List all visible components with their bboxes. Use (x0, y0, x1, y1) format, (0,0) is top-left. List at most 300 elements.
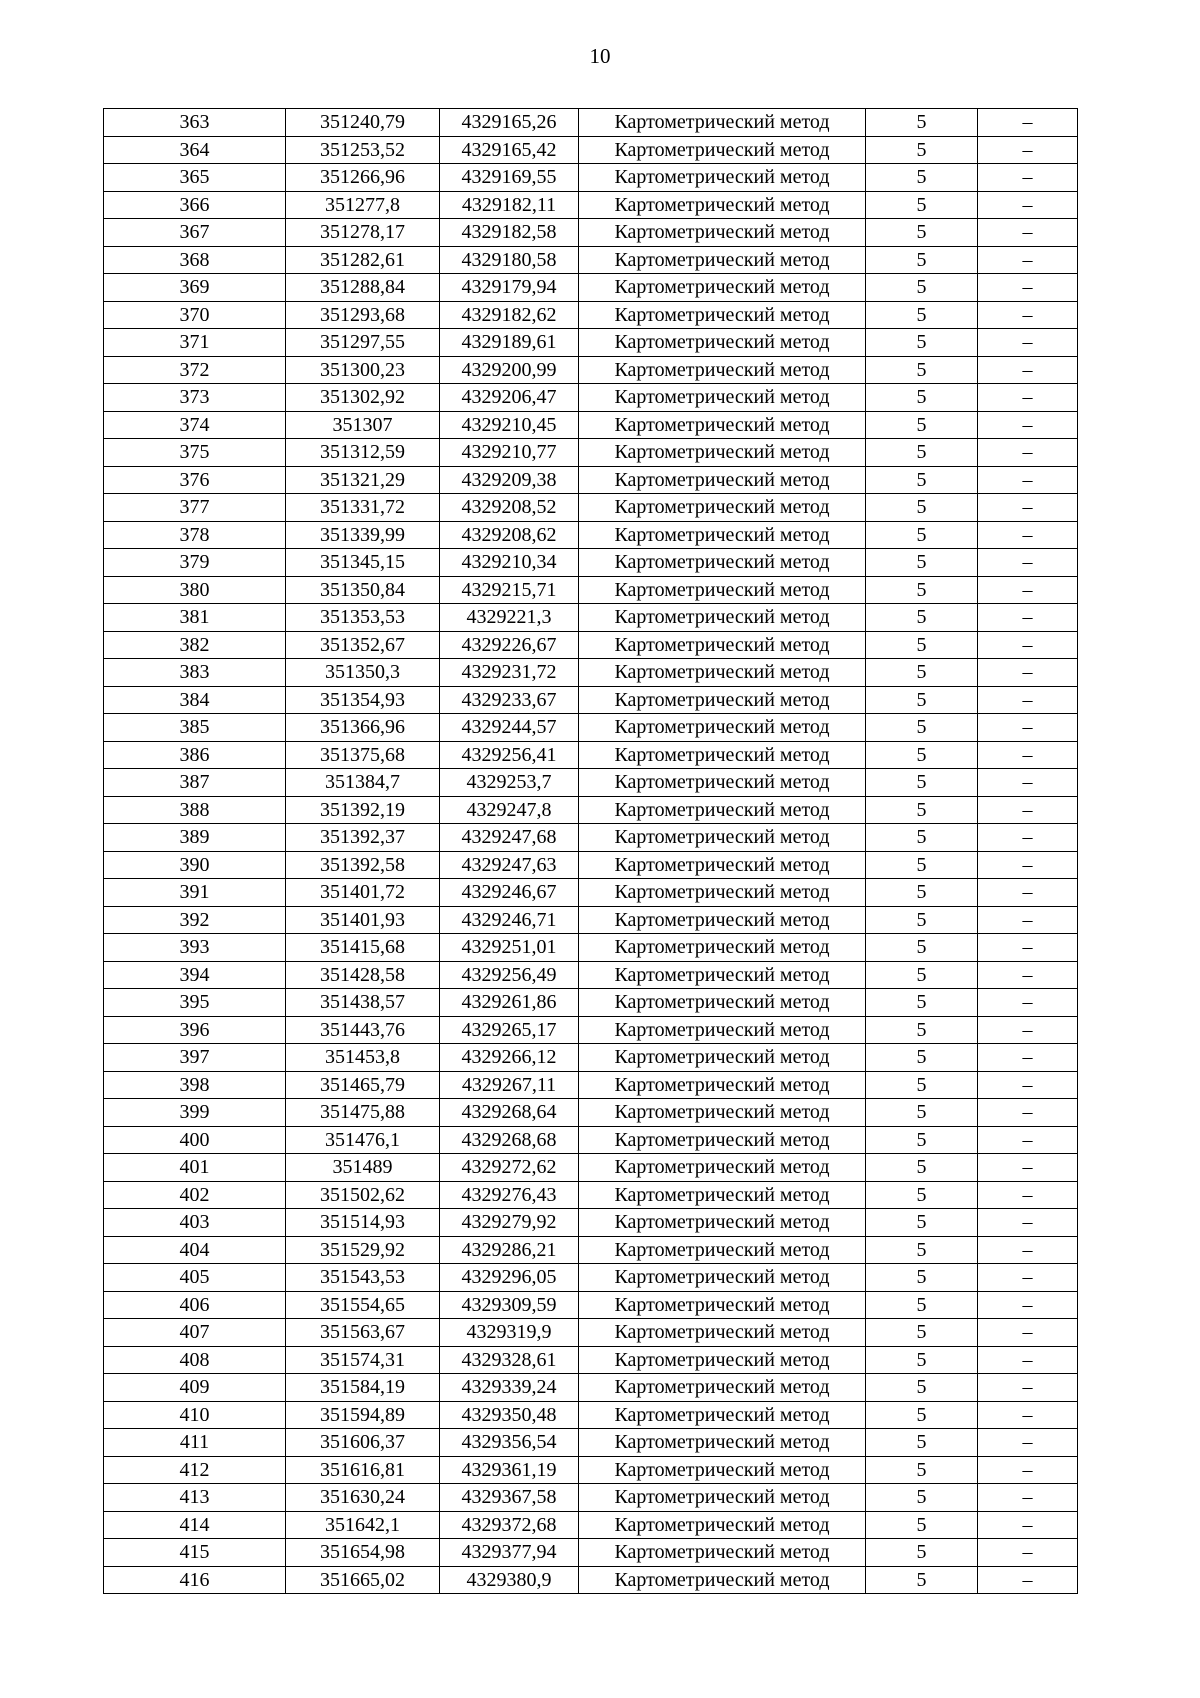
accuracy-cell: 5 (866, 851, 978, 879)
table-row (104, 659, 1078, 687)
note-cell: – (978, 1154, 1078, 1182)
x-coordinate-cell: 351475,88 (286, 1099, 440, 1127)
x-coordinate-cell: 351392,19 (286, 796, 440, 824)
x-coordinate-cell: 351331,72 (286, 494, 440, 522)
y-coordinate-cell: 4329179,94 (440, 274, 579, 302)
y-coordinate-cell: 4329251,01 (440, 934, 579, 962)
x-coordinate-cell: 351563,67 (286, 1319, 440, 1347)
point-number-cell: 399 (104, 1099, 286, 1127)
table-row (104, 741, 1078, 769)
accuracy-cell: 5 (866, 549, 978, 577)
table-row (104, 549, 1078, 577)
accuracy-cell: 5 (866, 1429, 978, 1457)
method-cell: Картометрический метод (579, 246, 866, 274)
accuracy-cell: 5 (866, 1346, 978, 1374)
x-coordinate-cell: 351293,68 (286, 301, 440, 329)
point-number-cell: 379 (104, 549, 286, 577)
x-coordinate-cell: 351415,68 (286, 934, 440, 962)
point-number-cell: 405 (104, 1264, 286, 1292)
point-number-cell: 414 (104, 1511, 286, 1539)
table-row (104, 301, 1078, 329)
method-cell: Картометрический метод (579, 274, 866, 302)
note-cell: – (978, 549, 1078, 577)
point-number-cell: 408 (104, 1346, 286, 1374)
note-cell: – (978, 824, 1078, 852)
method-cell: Картометрический метод (579, 384, 866, 412)
y-coordinate-cell: 4329226,67 (440, 631, 579, 659)
method-cell: Картометрический метод (579, 1126, 866, 1154)
note-cell: – (978, 1456, 1078, 1484)
point-number-cell: 400 (104, 1126, 286, 1154)
table-row (104, 906, 1078, 934)
accuracy-cell: 5 (866, 796, 978, 824)
method-cell: Картометрический метод (579, 1484, 866, 1512)
note-cell: – (978, 1044, 1078, 1072)
note-cell: – (978, 1016, 1078, 1044)
method-cell: Картометрический метод (579, 466, 866, 494)
method-cell: Картометрический метод (579, 1456, 866, 1484)
table-row (104, 246, 1078, 274)
note-cell: – (978, 1566, 1078, 1594)
method-cell: Картометрический метод (579, 301, 866, 329)
accuracy-cell: 5 (866, 769, 978, 797)
x-coordinate-cell: 351375,68 (286, 741, 440, 769)
table-row (104, 851, 1078, 879)
y-coordinate-cell: 4329210,34 (440, 549, 579, 577)
note-cell: – (978, 521, 1078, 549)
method-cell: Картометрический метод (579, 934, 866, 962)
point-number-cell: 375 (104, 439, 286, 467)
x-coordinate-cell: 351282,61 (286, 246, 440, 274)
method-cell: Картометрический метод (579, 356, 866, 384)
accuracy-cell: 5 (866, 521, 978, 549)
point-number-cell: 365 (104, 164, 286, 192)
y-coordinate-cell: 4329247,8 (440, 796, 579, 824)
y-coordinate-cell: 4329246,67 (440, 879, 579, 907)
method-cell: Картометрический метод (579, 1291, 866, 1319)
note-cell: – (978, 989, 1078, 1017)
method-cell: Картометрический метод (579, 1209, 866, 1237)
method-cell: Картометрический метод (579, 1016, 866, 1044)
accuracy-cell: 5 (866, 934, 978, 962)
note-cell: – (978, 576, 1078, 604)
table-row (104, 384, 1078, 412)
page-number: 10 (589, 44, 611, 68)
accuracy-cell: 5 (866, 1511, 978, 1539)
table-row (104, 1401, 1078, 1429)
x-coordinate-cell: 351339,99 (286, 521, 440, 549)
x-coordinate-cell: 351514,93 (286, 1209, 440, 1237)
y-coordinate-cell: 4329210,45 (440, 411, 579, 439)
note-cell: – (978, 329, 1078, 357)
table-row (104, 356, 1078, 384)
y-coordinate-cell: 4329367,58 (440, 1484, 579, 1512)
accuracy-cell: 5 (866, 1264, 978, 1292)
method-cell: Картометрический метод (579, 1044, 866, 1072)
x-coordinate-cell: 351345,15 (286, 549, 440, 577)
method-cell: Картометрический метод (579, 219, 866, 247)
point-number-cell: 398 (104, 1071, 286, 1099)
method-cell: Картометрический метод (579, 796, 866, 824)
method-cell: Картометрический метод (579, 604, 866, 632)
point-number-cell: 389 (104, 824, 286, 852)
x-coordinate-cell: 351392,58 (286, 851, 440, 879)
x-coordinate-cell: 351606,37 (286, 1429, 440, 1457)
y-coordinate-cell: 4329261,86 (440, 989, 579, 1017)
note-cell: – (978, 906, 1078, 934)
x-coordinate-cell: 351654,98 (286, 1539, 440, 1567)
note-cell: – (978, 1126, 1078, 1154)
x-coordinate-cell: 351443,76 (286, 1016, 440, 1044)
x-coordinate-cell: 351554,65 (286, 1291, 440, 1319)
x-coordinate-cell: 351543,53 (286, 1264, 440, 1292)
accuracy-cell: 5 (866, 494, 978, 522)
table-row (104, 879, 1078, 907)
method-cell: Картометрический метод (579, 136, 866, 164)
method-cell: Картометрический метод (579, 411, 866, 439)
y-coordinate-cell: 4329182,11 (440, 191, 579, 219)
point-number-cell: 390 (104, 851, 286, 879)
note-cell: – (978, 879, 1078, 907)
accuracy-cell: 5 (866, 576, 978, 604)
method-cell: Картометрический метод (579, 686, 866, 714)
table-row (104, 1539, 1078, 1567)
y-coordinate-cell: 4329209,38 (440, 466, 579, 494)
y-coordinate-cell: 4329361,19 (440, 1456, 579, 1484)
point-number-cell: 403 (104, 1209, 286, 1237)
accuracy-cell: 5 (866, 1181, 978, 1209)
table-row (104, 961, 1078, 989)
y-coordinate-cell: 4329266,12 (440, 1044, 579, 1072)
accuracy-cell: 5 (866, 1291, 978, 1319)
accuracy-cell: 5 (866, 1484, 978, 1512)
note-cell: – (978, 109, 1078, 137)
point-number-cell: 371 (104, 329, 286, 357)
y-coordinate-cell: 4329380,9 (440, 1566, 579, 1594)
note-cell: – (978, 1209, 1078, 1237)
y-coordinate-cell: 4329372,68 (440, 1511, 579, 1539)
y-coordinate-cell: 4329221,3 (440, 604, 579, 632)
table-row (104, 604, 1078, 632)
method-cell: Картометрический метод (579, 191, 866, 219)
table-row (104, 329, 1078, 357)
table-row (104, 411, 1078, 439)
x-coordinate-cell: 351288,84 (286, 274, 440, 302)
point-number-cell: 406 (104, 1291, 286, 1319)
accuracy-cell: 5 (866, 466, 978, 494)
note-cell: – (978, 961, 1078, 989)
point-number-cell: 393 (104, 934, 286, 962)
table-row (104, 1236, 1078, 1264)
note-cell: – (978, 164, 1078, 192)
accuracy-cell: 5 (866, 1099, 978, 1127)
y-coordinate-cell: 4329189,61 (440, 329, 579, 357)
x-coordinate-cell: 351438,57 (286, 989, 440, 1017)
accuracy-cell: 5 (866, 631, 978, 659)
table-row (104, 1154, 1078, 1182)
table-row (104, 1181, 1078, 1209)
table-row (104, 1319, 1078, 1347)
point-number-cell: 395 (104, 989, 286, 1017)
y-coordinate-cell: 4329256,49 (440, 961, 579, 989)
table-row (104, 1566, 1078, 1594)
note-cell: – (978, 1401, 1078, 1429)
table-row (104, 1264, 1078, 1292)
x-coordinate-cell: 351278,17 (286, 219, 440, 247)
note-cell: – (978, 1511, 1078, 1539)
y-coordinate-cell: 4329279,92 (440, 1209, 579, 1237)
note-cell: – (978, 851, 1078, 879)
y-coordinate-cell: 4329233,67 (440, 686, 579, 714)
point-number-cell: 409 (104, 1374, 286, 1402)
note-cell: – (978, 411, 1078, 439)
x-coordinate-cell: 351384,7 (286, 769, 440, 797)
accuracy-cell: 5 (866, 1126, 978, 1154)
method-cell: Картометрический метод (579, 1539, 866, 1567)
x-coordinate-cell: 351253,52 (286, 136, 440, 164)
point-number-cell: 367 (104, 219, 286, 247)
table-row (104, 1429, 1078, 1457)
accuracy-cell: 5 (866, 301, 978, 329)
table-row (104, 796, 1078, 824)
method-cell: Картометрический метод (579, 659, 866, 687)
y-coordinate-cell: 4329180,58 (440, 246, 579, 274)
accuracy-cell: 5 (866, 439, 978, 467)
method-cell: Картометрический метод (579, 989, 866, 1017)
x-coordinate-cell: 351529,92 (286, 1236, 440, 1264)
x-coordinate-cell: 351453,8 (286, 1044, 440, 1072)
accuracy-cell: 5 (866, 659, 978, 687)
x-coordinate-cell: 351321,29 (286, 466, 440, 494)
y-coordinate-cell: 4329169,55 (440, 164, 579, 192)
accuracy-cell: 5 (866, 1236, 978, 1264)
point-number-cell: 397 (104, 1044, 286, 1072)
y-coordinate-cell: 4329356,54 (440, 1429, 579, 1457)
method-cell: Картометрический метод (579, 1511, 866, 1539)
table-row (104, 576, 1078, 604)
y-coordinate-cell: 4329256,41 (440, 741, 579, 769)
note-cell: – (978, 1429, 1078, 1457)
x-coordinate-cell: 351584,19 (286, 1374, 440, 1402)
accuracy-cell: 5 (866, 219, 978, 247)
note-cell: – (978, 219, 1078, 247)
point-number-cell: 384 (104, 686, 286, 714)
x-coordinate-cell: 351266,96 (286, 164, 440, 192)
point-number-cell: 381 (104, 604, 286, 632)
point-number-cell: 382 (104, 631, 286, 659)
method-cell: Картометрический метод (579, 521, 866, 549)
x-coordinate-cell: 351428,58 (286, 961, 440, 989)
point-number-cell: 366 (104, 191, 286, 219)
table-row (104, 989, 1078, 1017)
table-row (104, 686, 1078, 714)
accuracy-cell: 5 (866, 356, 978, 384)
note-cell: – (978, 246, 1078, 274)
note-cell: – (978, 1236, 1078, 1264)
table-row (104, 631, 1078, 659)
note-cell: – (978, 356, 1078, 384)
point-number-cell: 396 (104, 1016, 286, 1044)
method-cell: Картометрический метод (579, 1154, 866, 1182)
table-row (104, 1456, 1078, 1484)
table-row (104, 439, 1078, 467)
y-coordinate-cell: 4329328,61 (440, 1346, 579, 1374)
accuracy-cell: 5 (866, 1071, 978, 1099)
accuracy-cell: 5 (866, 989, 978, 1017)
note-cell: – (978, 1319, 1078, 1347)
accuracy-cell: 5 (866, 961, 978, 989)
accuracy-cell: 5 (866, 1319, 978, 1347)
point-number-cell: 363 (104, 109, 286, 137)
note-cell: – (978, 686, 1078, 714)
accuracy-cell: 5 (866, 1539, 978, 1567)
note-cell: – (978, 1374, 1078, 1402)
point-number-cell: 374 (104, 411, 286, 439)
table-row (104, 714, 1078, 742)
note-cell: – (978, 1264, 1078, 1292)
point-number-cell: 416 (104, 1566, 286, 1594)
table-row (104, 1374, 1078, 1402)
accuracy-cell: 5 (866, 906, 978, 934)
method-cell: Картометрический метод (579, 1264, 866, 1292)
y-coordinate-cell: 4329268,68 (440, 1126, 579, 1154)
note-cell: – (978, 1484, 1078, 1512)
method-cell: Картометрический метод (579, 714, 866, 742)
y-coordinate-cell: 4329247,68 (440, 824, 579, 852)
x-coordinate-cell: 351352,67 (286, 631, 440, 659)
y-coordinate-cell: 4329286,21 (440, 1236, 579, 1264)
y-coordinate-cell: 4329265,17 (440, 1016, 579, 1044)
method-cell: Картометрический метод (579, 879, 866, 907)
point-number-cell: 368 (104, 246, 286, 274)
y-coordinate-cell: 4329206,47 (440, 384, 579, 412)
note-cell: – (978, 1099, 1078, 1127)
x-coordinate-cell: 351465,79 (286, 1071, 440, 1099)
y-coordinate-cell: 4329319,9 (440, 1319, 579, 1347)
method-cell: Картометрический метод (579, 439, 866, 467)
x-coordinate-cell: 351302,92 (286, 384, 440, 412)
y-coordinate-cell: 4329268,64 (440, 1099, 579, 1127)
accuracy-cell: 5 (866, 411, 978, 439)
note-cell: – (978, 1071, 1078, 1099)
x-coordinate-cell: 351350,84 (286, 576, 440, 604)
x-coordinate-cell: 351354,93 (286, 686, 440, 714)
accuracy-cell: 5 (866, 741, 978, 769)
y-coordinate-cell: 4329253,7 (440, 769, 579, 797)
accuracy-cell: 5 (866, 604, 978, 632)
x-coordinate-cell: 351312,59 (286, 439, 440, 467)
x-coordinate-cell: 351642,1 (286, 1511, 440, 1539)
table-row (104, 274, 1078, 302)
method-cell: Картометрический метод (579, 494, 866, 522)
point-number-cell: 388 (104, 796, 286, 824)
point-number-cell: 383 (104, 659, 286, 687)
accuracy-cell: 5 (866, 1209, 978, 1237)
point-number-cell: 404 (104, 1236, 286, 1264)
table-row (104, 109, 1078, 137)
y-coordinate-cell: 4329272,62 (440, 1154, 579, 1182)
table-row (104, 824, 1078, 852)
accuracy-cell: 5 (866, 1374, 978, 1402)
note-cell: – (978, 191, 1078, 219)
point-number-cell: 387 (104, 769, 286, 797)
method-cell: Картометрический метод (579, 1319, 866, 1347)
x-coordinate-cell: 351476,1 (286, 1126, 440, 1154)
y-coordinate-cell: 4329208,52 (440, 494, 579, 522)
method-cell: Картометрический метод (579, 1429, 866, 1457)
x-coordinate-cell: 351307 (286, 411, 440, 439)
table-row (104, 1016, 1078, 1044)
method-cell: Картометрический метод (579, 1566, 866, 1594)
accuracy-cell: 5 (866, 1401, 978, 1429)
point-number-cell: 402 (104, 1181, 286, 1209)
method-cell: Картометрический метод (579, 329, 866, 357)
method-cell: Картометрический метод (579, 906, 866, 934)
point-number-cell: 369 (104, 274, 286, 302)
table-row (104, 164, 1078, 192)
x-coordinate-cell: 351574,31 (286, 1346, 440, 1374)
note-cell: – (978, 1346, 1078, 1374)
accuracy-cell: 5 (866, 109, 978, 137)
x-coordinate-cell: 351240,79 (286, 109, 440, 137)
table-row (104, 1099, 1078, 1127)
y-coordinate-cell: 4329210,77 (440, 439, 579, 467)
note-cell: – (978, 934, 1078, 962)
method-cell: Картометрический метод (579, 109, 866, 137)
accuracy-cell: 5 (866, 1154, 978, 1182)
note-cell: – (978, 466, 1078, 494)
x-coordinate-cell: 351277,8 (286, 191, 440, 219)
x-coordinate-cell: 351392,37 (286, 824, 440, 852)
point-number-cell: 378 (104, 521, 286, 549)
x-coordinate-cell: 351297,55 (286, 329, 440, 357)
table-row (104, 1291, 1078, 1319)
accuracy-cell: 5 (866, 1016, 978, 1044)
method-cell: Картометрический метод (579, 1401, 866, 1429)
x-coordinate-cell: 351353,53 (286, 604, 440, 632)
accuracy-cell: 5 (866, 274, 978, 302)
point-number-cell: 372 (104, 356, 286, 384)
method-cell: Картометрический метод (579, 1071, 866, 1099)
point-number-cell: 377 (104, 494, 286, 522)
method-cell: Картометрический метод (579, 769, 866, 797)
table-row (104, 136, 1078, 164)
y-coordinate-cell: 4329339,24 (440, 1374, 579, 1402)
accuracy-cell: 5 (866, 714, 978, 742)
accuracy-cell: 5 (866, 1456, 978, 1484)
accuracy-cell: 5 (866, 1044, 978, 1072)
y-coordinate-cell: 4329200,99 (440, 356, 579, 384)
table-row (104, 934, 1078, 962)
method-cell: Картометрический метод (579, 631, 866, 659)
method-cell: Картометрический метод (579, 1181, 866, 1209)
note-cell: – (978, 714, 1078, 742)
note-cell: – (978, 384, 1078, 412)
point-number-cell: 392 (104, 906, 286, 934)
table-row (104, 494, 1078, 522)
method-cell: Картометрический метод (579, 164, 866, 192)
y-coordinate-cell: 4329208,62 (440, 521, 579, 549)
x-coordinate-cell: 351502,62 (286, 1181, 440, 1209)
x-coordinate-cell: 351300,23 (286, 356, 440, 384)
coordinates-table (103, 108, 1078, 1594)
point-number-cell: 401 (104, 1154, 286, 1182)
point-number-cell: 407 (104, 1319, 286, 1347)
table-row (104, 219, 1078, 247)
x-coordinate-cell: 351616,81 (286, 1456, 440, 1484)
x-coordinate-cell: 351665,02 (286, 1566, 440, 1594)
method-cell: Картометрический метод (579, 1374, 866, 1402)
